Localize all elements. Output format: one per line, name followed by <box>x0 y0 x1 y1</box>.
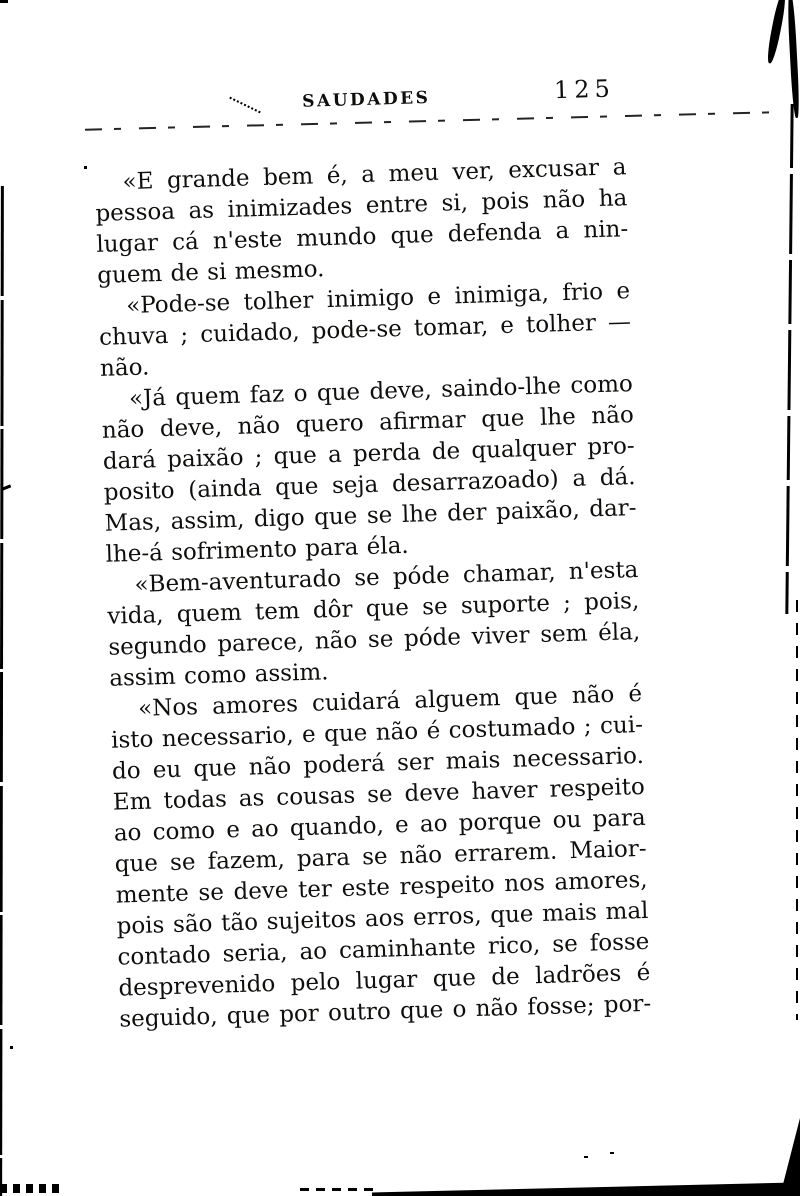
text-line: guem de si mesmo. <box>96 256 325 289</box>
header-rule <box>85 111 773 130</box>
text-line: «Nos amores cuidará alguem que não é <box>137 680 643 722</box>
text-line: pois são tão sujeitos aos erros, que mais mal <box>116 897 649 940</box>
scan-artifact-bottom-band <box>372 1180 800 1196</box>
scan-artifact-right-edge-line <box>796 600 798 1020</box>
page-body <box>94 152 652 1035</box>
text-line: não. <box>99 354 150 382</box>
scan-artifact-left-edge-strip <box>0 186 4 1196</box>
scan-artifact-speck <box>584 1156 588 1158</box>
text-line: «Pode-se tolher inimigo e inimiga, frio e <box>125 278 631 320</box>
text-line: dará paixão ; que a perda de qualquer pro- <box>102 433 636 475</box>
text-line: vida, quem tem dôr que se suporte ; pois, <box>107 587 640 630</box>
text-line: Mas, assim, digo que se lhe der paixão, dar- <box>104 495 637 537</box>
text-line: lhe-á sofrimento para éla. <box>105 532 410 568</box>
running-title: SAUDADES <box>301 87 431 112</box>
text-line: mente se deve ter este respeito nos amores, <box>115 866 648 909</box>
scan-artifact-speck <box>84 166 87 169</box>
text-line: lugar cá n'este mundo que defenda a nin- <box>96 216 629 258</box>
scan-artifact-top-right-stroke <box>787 0 800 118</box>
text-line: assim como assim. <box>108 659 329 692</box>
text-line: posito (ainda que seja desarrazoado) a dá. <box>103 464 636 506</box>
scan-artifact-speck <box>10 1046 13 1049</box>
text-line: chuva ; cuidado, pode-se tomar, e tolher — <box>98 309 632 351</box>
text-line: desprevenido pelo lugar que de ladrões é <box>118 959 651 1002</box>
page-number: 125 <box>553 74 616 105</box>
text-line: do eu que não poderá ser mais necessario. <box>111 742 645 785</box>
text-line: pessoa as inimizades entre si, pois não ha <box>95 185 628 227</box>
text-line: segundo parece, não se póde viver sem éla, <box>107 618 641 661</box>
scan-artifact-bottom-left-marks <box>0 1184 62 1193</box>
scan-artifact-bottom-dashes <box>300 1188 380 1191</box>
text-line: seguido, que por outro que o não fosse; por- <box>119 990 652 1033</box>
text-line: «Já quem faz o que deve, saindo-lhe como <box>128 371 634 413</box>
text-line: «E grande bem é, a meu ver, excusar a <box>122 154 627 196</box>
text-line: «Bem-aventurado se póde chamar, n'esta <box>134 557 639 598</box>
scan-artifact-top-right-stroke <box>765 0 788 64</box>
text-line: que se fazem, para se não errarem. Maior- <box>114 835 647 878</box>
scan-artifact-top-left-speck <box>0 0 8 3</box>
running-header <box>92 74 625 136</box>
text-line: ao como e ao quando, e ao porque ou para <box>113 804 647 847</box>
text-line: isto necessario, e que não é costumado ; cui- <box>110 711 644 754</box>
text-line: não deve, não quero afirmar que lhe não <box>101 402 635 444</box>
scan-artifact-speck <box>610 1152 614 1154</box>
text-line: Em todas as cousas se deve haver respeito <box>112 773 646 816</box>
page-content <box>92 74 652 1035</box>
text-line: contado seria, ao caminhante rico, se fosse <box>117 928 650 971</box>
scan-artifact-right-edge-line <box>785 104 793 614</box>
